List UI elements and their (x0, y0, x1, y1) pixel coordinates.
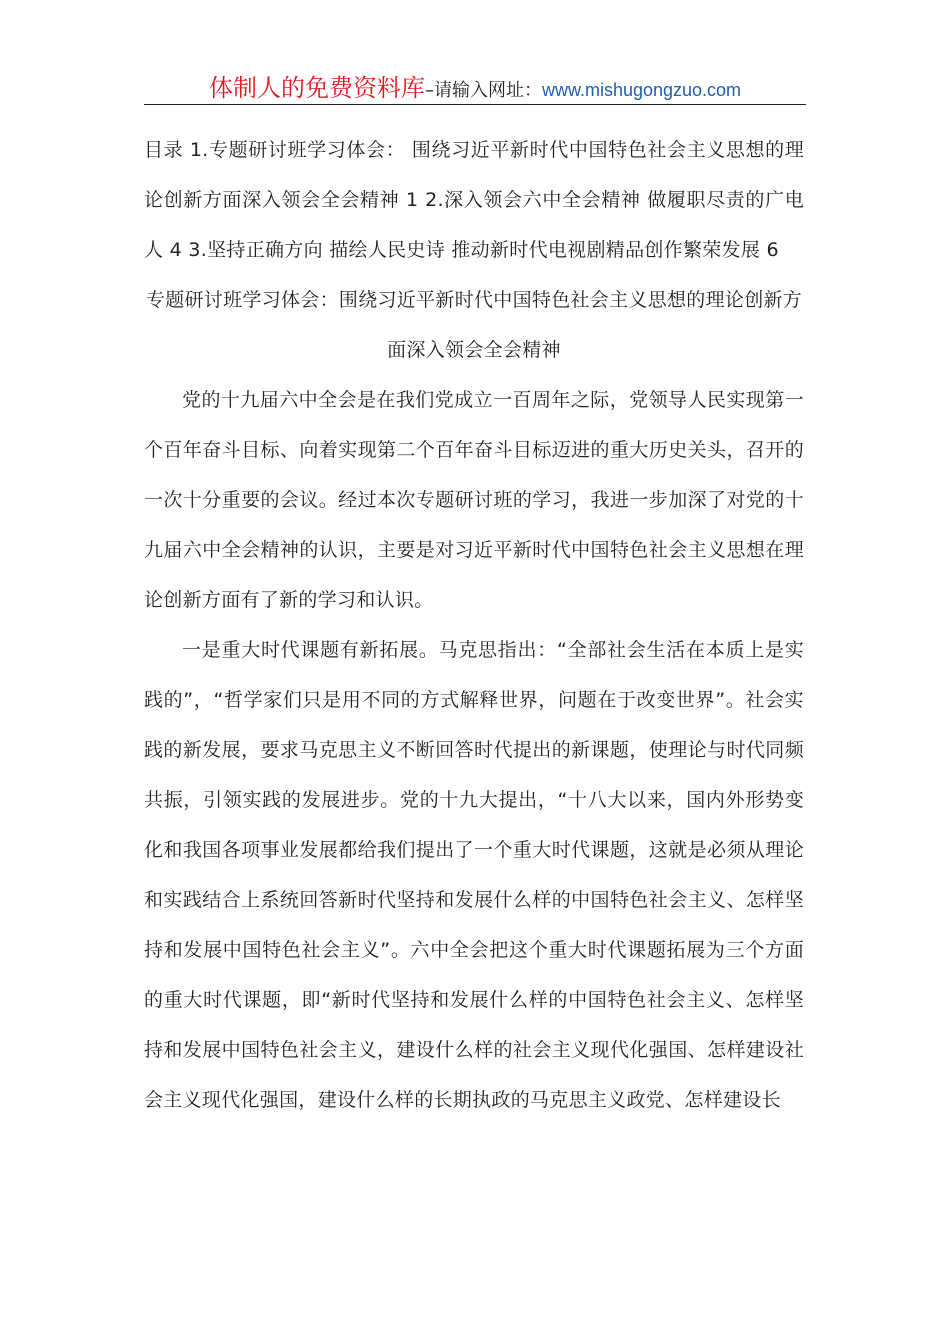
header-url-link[interactable]: www.mishugongzuo.com (541, 80, 742, 100)
page-header (144, 68, 806, 105)
body-paragraph: 一是重大时代课题有新拓展。马克思指出：“全部社会生活在本质上是实践的”，“哲学家们只是用不同的方式解释世界，问题在于改变世界”。社会实践的新发展，要求马克思主义不断回答时代提出的新课题，使理论与时代同频共振，引领实践的发展进步。党的十九大提出，“十八大以来，国内外形势变化和我国各项事业发展都给我们提出了一个重大时代课题，这就是必须从理论和实践结合上系统回答新时代坚持和发展什么样的中国特色社会主义、怎样坚持和发展中国特色社会主义”。六中全会把这个重大时代课题拓展为三个方面的重大时代课题，即“新时代坚持和发展什么样的中国特色社会主义、怎样坚持和发展中国特色社会主义，建设什么样的社会主义现代化强国、怎样建设社会主义现代化强国，建设什么样的长期执政的马克思主义政党、怎样建设长 (144, 639, 804, 1111)
document-body (144, 125, 804, 1125)
section-title: 专题研讨班学习体会：围绕习近平新时代中国特色社会主义思想的理论创新方面深入领会全会精神 (145, 289, 803, 361)
body-paragraph: 党的十九届六中全会是在我们党成立一百周年之际，党领导人民实现第一个百年奋斗目标、向着实现第二个百年奋斗目标迈进的重大历史关头，召开的一次十分重要的会议。经过本次专题研讨班的学习，我进一步加深了对党的十九届六中全会精神的认识，主要是对习近平新时代中国特色社会主义思想在理论创新方面有了新的学习和认识。 (144, 389, 804, 611)
header-brand: 体制人的免费资料库 (208, 74, 425, 102)
header-prompt: –请输入网址： (424, 80, 542, 101)
table-of-contents: 目录 1.专题研讨班学习体会： 围绕习近平新时代中国特色社会主义思想的理论创新方面深入领会全会精神 1 2.深入领会六中全会精神 做履职尽责的广电人 4 3.坚持正确方向 描绘人民史诗 推动新时代电视剧精品创作繁荣发展 6 (144, 139, 804, 261)
